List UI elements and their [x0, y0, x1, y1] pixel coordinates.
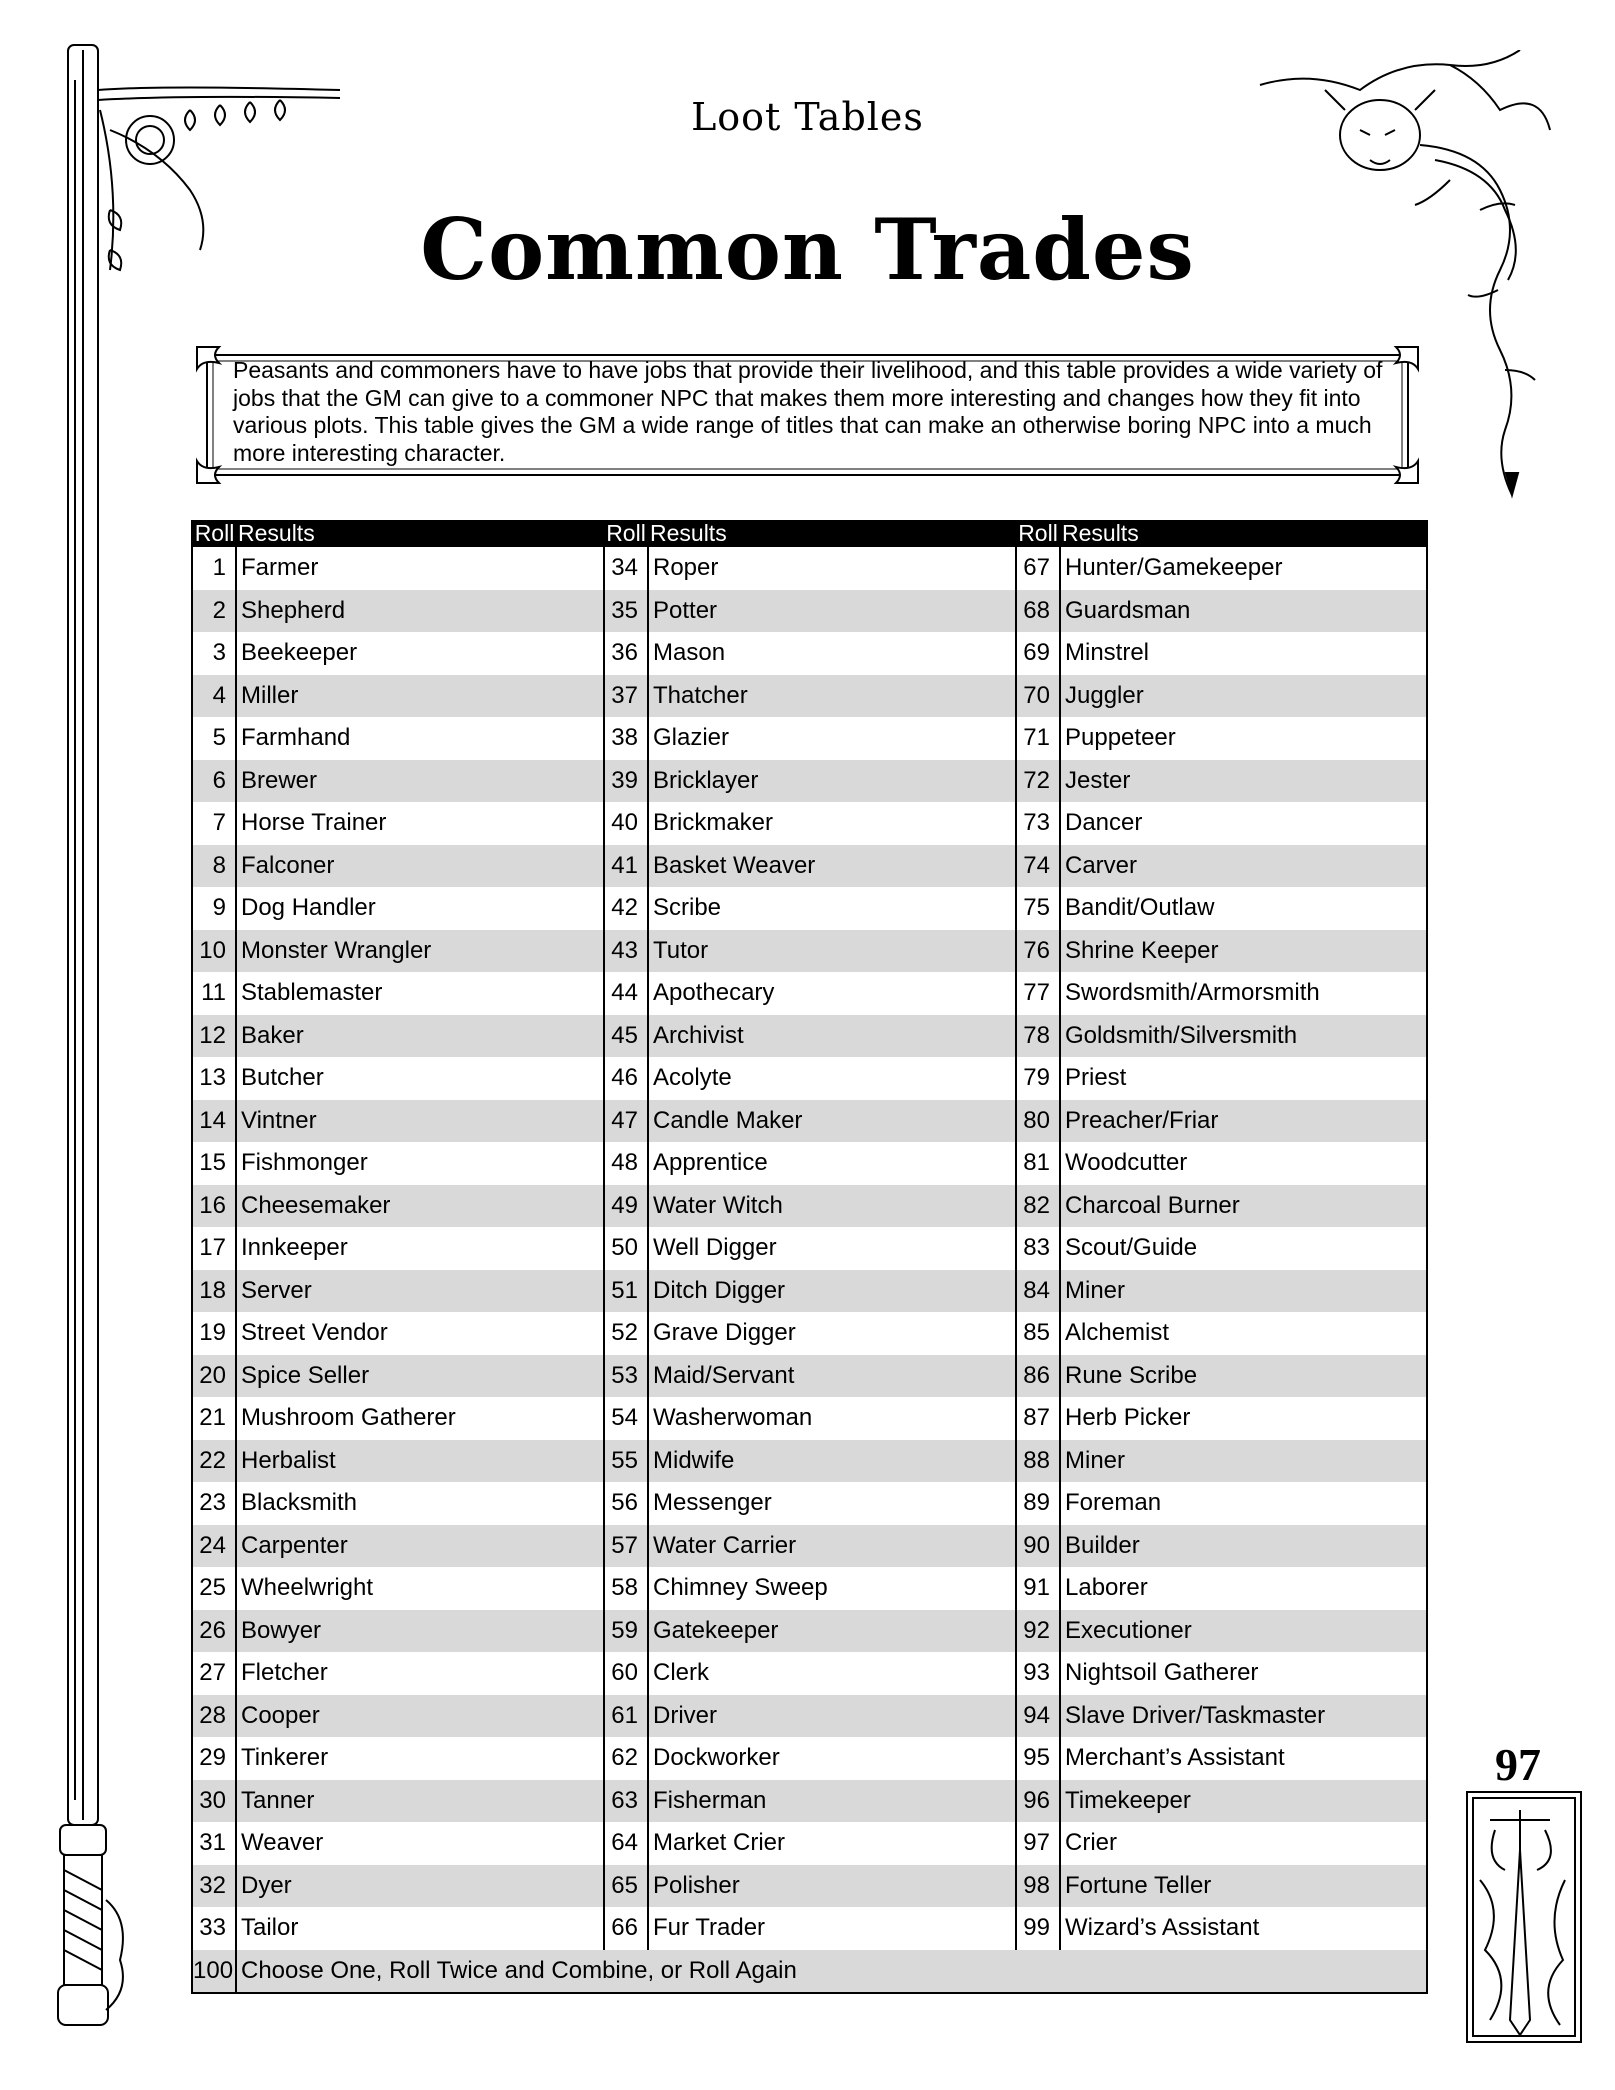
roll-cell: 62: [604, 1737, 648, 1780]
result-cell: Monster Wrangler: [236, 930, 604, 973]
table-row: [192, 1610, 1427, 1653]
result-cell: Water Carrier: [648, 1525, 1016, 1568]
result-cell: Dog Handler: [236, 887, 604, 930]
table-row: [192, 1525, 1427, 1568]
roll-cell: 10: [192, 930, 236, 973]
result-cell: Charcoal Burner: [1060, 1185, 1427, 1228]
roll-cell: 20: [192, 1355, 236, 1398]
results-header: Results: [236, 520, 604, 547]
roll-cell: 68: [1016, 590, 1060, 633]
result-cell: Farmhand: [236, 717, 604, 760]
roll-cell: 47: [604, 1100, 648, 1143]
table-row: [192, 1780, 1427, 1823]
result-cell: Beekeeper: [236, 632, 604, 675]
result-cell: Gatekeeper: [648, 1610, 1016, 1653]
table-row: [192, 1100, 1427, 1143]
roll-cell: 18: [192, 1270, 236, 1313]
table-header-row: [192, 520, 1427, 547]
result-cell: Miner: [1060, 1440, 1427, 1483]
result-cell: Scout/Guide: [1065, 1234, 1198, 1262]
table-row: [192, 972, 1427, 1015]
table-row: [192, 1355, 1427, 1398]
result-cell: Minstrel: [1065, 639, 1150, 667]
roll-cell: 44: [604, 972, 648, 1015]
result-cell: Herbalist: [236, 1440, 604, 1483]
result-cell: Priest: [1065, 1064, 1127, 1092]
roll-cell: 58: [604, 1567, 648, 1610]
result-cell: Candle Maker: [648, 1100, 1016, 1143]
result-cell: Fortune Teller: [1060, 1865, 1427, 1908]
result-cell: Glazier: [648, 717, 1016, 760]
roll-cell: 46: [604, 1057, 648, 1100]
results-header: Results: [1060, 520, 1427, 547]
roll-cell: 11: [192, 972, 236, 1015]
table-row: [192, 675, 1427, 718]
roll-cell: 66: [604, 1907, 648, 1950]
roll-cell: 100: [192, 1950, 236, 1994]
result-cell: Tailor: [236, 1907, 604, 1950]
result-cell: Nightsoil Gatherer: [1065, 1659, 1259, 1687]
result-cell: Wheelwright: [236, 1567, 604, 1610]
roll-cell: 29: [192, 1737, 236, 1780]
roll-cell: 36: [604, 632, 648, 675]
result-cell: Woodcutter: [1065, 1149, 1188, 1177]
result-cell: Carver: [1060, 845, 1427, 888]
result-cell: Bowyer: [236, 1610, 604, 1653]
result-cell: Washerwoman: [648, 1397, 1016, 1440]
roll-cell: 1: [192, 547, 236, 590]
roll-cell: 59: [604, 1610, 648, 1653]
result-cell: Bricklayer: [648, 760, 1016, 803]
table-row: [192, 1652, 1427, 1695]
result-cell: Mason: [648, 632, 1016, 675]
roll-cell: 81: [1016, 1142, 1060, 1185]
table-row: [192, 1440, 1427, 1483]
trades-table: [191, 520, 1428, 1994]
roll-header: Roll: [192, 520, 236, 547]
roll-cell: 74: [1016, 845, 1060, 888]
roll-cell: 78: [1016, 1015, 1060, 1058]
table-row: [192, 1270, 1427, 1313]
roll-cell: 63: [604, 1780, 648, 1823]
roll-cell: 90: [1016, 1525, 1060, 1568]
result-cell: Preacher/Friar: [1060, 1100, 1427, 1143]
roll-cell: 72: [1016, 760, 1060, 803]
result-cell: Vintner: [236, 1100, 604, 1143]
roll-cell: 9: [192, 887, 236, 930]
roll-cell: 34: [604, 547, 648, 590]
roll-cell: 67: [1016, 547, 1060, 590]
roll-cell: 32: [192, 1865, 236, 1908]
roll-cell: 91: [1016, 1567, 1060, 1610]
table-row: [192, 1185, 1427, 1228]
result-cell: Mushroom Gatherer: [236, 1397, 604, 1440]
result-cell: Midwife: [648, 1440, 1016, 1483]
result-cell: Executioner: [1060, 1610, 1427, 1653]
intro-text: Peasants and commoners have to have jobs that provide their livelihood, and this table provides a wide variety of jobs that the GM can give to a commoner NPC that makes them more interesting and changes how they fit into various plots. This table gives the GM a wide range of titles that can make an otherwise boring NPC into a much more interesting character.: [233, 357, 1383, 466]
roll-cell: 4: [192, 675, 236, 718]
result-cell: Driver: [648, 1695, 1016, 1738]
result-cell: Alchemist: [1065, 1319, 1170, 1347]
roll-cell: 15: [192, 1142, 236, 1185]
roll-cell: 24: [192, 1525, 236, 1568]
roll-cell: 39: [604, 760, 648, 803]
table-row: [192, 1822, 1427, 1865]
roll-cell: 83: [1016, 1227, 1060, 1270]
intro-box: [195, 345, 1420, 485]
table-row: [192, 1057, 1427, 1100]
result-cell: Cheesemaker: [236, 1185, 604, 1228]
result-cell: Tanner: [236, 1780, 604, 1823]
roll-cell: 45: [604, 1015, 648, 1058]
result-cell: Grave Digger: [648, 1312, 1016, 1355]
table-row: [192, 1397, 1427, 1440]
table-row: [192, 1312, 1427, 1355]
result-cell: Baker: [236, 1015, 604, 1058]
result-cell: Dyer: [236, 1865, 604, 1908]
result-cell: Ditch Digger: [648, 1270, 1016, 1313]
roll-cell: 65: [604, 1865, 648, 1908]
roll-cell: 17: [192, 1227, 236, 1270]
result-cell: Tutor: [648, 930, 1016, 973]
result-cell: Stablemaster: [236, 972, 604, 1015]
table-row: [192, 1737, 1427, 1780]
result-cell: Dockworker: [648, 1737, 1016, 1780]
result-cell: Fletcher: [236, 1652, 604, 1695]
roll-cell: 60: [604, 1652, 648, 1695]
roll-cell: 96: [1016, 1780, 1060, 1823]
roll-cell: 43: [604, 930, 648, 973]
result-cell: Carpenter: [236, 1525, 604, 1568]
table-row: [192, 1227, 1427, 1270]
roll-cell: 61: [604, 1695, 648, 1738]
roll-cell: 19: [192, 1312, 236, 1355]
roll-cell: 54: [604, 1397, 648, 1440]
result-cell: Cooper: [236, 1695, 604, 1738]
table-row: [192, 547, 1427, 590]
roll-cell: 8: [192, 845, 236, 888]
result-cell: Blacksmith: [236, 1482, 604, 1525]
roll-cell: 95: [1016, 1737, 1060, 1780]
result-cell: Miner: [1060, 1270, 1427, 1313]
result-cell: Maid/Servant: [648, 1355, 1016, 1398]
roll-cell: 92: [1016, 1610, 1060, 1653]
result-cell: Apothecary: [648, 972, 1016, 1015]
table-row: [192, 1142, 1427, 1185]
result-cell: Hunter/Gamekeeper: [1065, 554, 1283, 582]
roll-cell: 82: [1016, 1185, 1060, 1228]
result-cell: Fishmonger: [236, 1142, 604, 1185]
roll-cell: 30: [192, 1780, 236, 1823]
table-row: [192, 1567, 1427, 1610]
table-row: [192, 1907, 1427, 1950]
roll-cell: 71: [1016, 717, 1060, 760]
roll-cell: 64: [604, 1822, 648, 1865]
roll-cell: 3: [192, 632, 236, 675]
section-title: Loot Tables: [691, 95, 924, 139]
roll-cell: 7: [192, 802, 236, 845]
result-cell: Juggler: [1060, 675, 1427, 718]
roll-cell: 35: [604, 590, 648, 633]
roll-cell: 16: [192, 1185, 236, 1228]
result-cell: Water Witch: [648, 1185, 1016, 1228]
result-cell: Archivist: [648, 1015, 1016, 1058]
result-cell: Jester: [1060, 760, 1427, 803]
result-cell: Shepherd: [236, 590, 604, 633]
result-cell: Brewer: [236, 760, 604, 803]
roll-cell: 13: [192, 1057, 236, 1100]
roll-cell: 22: [192, 1440, 236, 1483]
roll-cell: 87: [1016, 1397, 1060, 1440]
roll-cell: 23: [192, 1482, 236, 1525]
result-cell: Fur Trader: [648, 1907, 1016, 1950]
result-cell: Brickmaker: [648, 802, 1016, 845]
roll-cell: 93: [1016, 1652, 1060, 1695]
roll-cell: 28: [192, 1695, 236, 1738]
result-cell: Fisherman: [648, 1780, 1016, 1823]
roll-cell: 77: [1016, 972, 1060, 1015]
final-row: [192, 1950, 1427, 1994]
roll-cell: 25: [192, 1567, 236, 1610]
result-cell: Falconer: [236, 845, 604, 888]
roll-cell: 69: [1016, 632, 1060, 675]
table-row: [192, 590, 1427, 633]
result-cell: Horse Trainer: [236, 802, 604, 845]
roll-cell: 12: [192, 1015, 236, 1058]
roll-cell: 26: [192, 1610, 236, 1653]
roll-cell: 6: [192, 760, 236, 803]
result-cell: Wizard’s Assistant: [1065, 1914, 1260, 1942]
result-cell: Thatcher: [648, 675, 1016, 718]
result-cell: Basket Weaver: [648, 845, 1016, 888]
result-cell: Roper: [648, 547, 1016, 590]
trades-body: [192, 547, 1427, 1993]
result-cell: Farmer: [236, 547, 604, 590]
roll-cell: 31: [192, 1822, 236, 1865]
result-cell: Chimney Sweep: [648, 1567, 1016, 1610]
roll-cell: 48: [604, 1142, 648, 1185]
roll-cell: 86: [1016, 1355, 1060, 1398]
result-cell: Scribe: [648, 887, 1016, 930]
result-cell: Butcher: [236, 1057, 604, 1100]
result-cell: Laborer: [1065, 1574, 1148, 1602]
roll-cell: 14: [192, 1100, 236, 1143]
roll-cell: 94: [1016, 1695, 1060, 1738]
result-cell: Server: [236, 1270, 604, 1313]
roll-cell: 80: [1016, 1100, 1060, 1143]
sword-ornament: [1465, 1790, 1585, 2045]
roll-cell: 33: [192, 1907, 236, 1950]
roll-cell: 53: [604, 1355, 648, 1398]
table-row: [192, 802, 1427, 845]
result-cell: Market Crier: [648, 1822, 1016, 1865]
result-cell: Goldsmith/Silversmith: [1060, 1015, 1427, 1058]
result-cell: Dancer: [1065, 809, 1143, 837]
page-number: 97: [1495, 1739, 1541, 1790]
roll-cell: 55: [604, 1440, 648, 1483]
roll-cell: 51: [604, 1270, 648, 1313]
result-cell: Weaver: [236, 1822, 604, 1865]
result-cell: Tinkerer: [236, 1737, 604, 1780]
table-row: [192, 930, 1427, 973]
table-row: [192, 1015, 1427, 1058]
roll-cell: 70: [1016, 675, 1060, 718]
roll-cell: 41: [604, 845, 648, 888]
result-cell: Clerk: [648, 1652, 1016, 1695]
roll-cell: 85: [1016, 1312, 1060, 1355]
result-cell: Polisher: [648, 1865, 1016, 1908]
roll-cell: 75: [1016, 887, 1060, 930]
table-row: [192, 1865, 1427, 1908]
roll-cell: 21: [192, 1397, 236, 1440]
result-cell: Street Vendor: [236, 1312, 604, 1355]
roll-cell: 57: [604, 1525, 648, 1568]
roll-cell: 97: [1016, 1822, 1060, 1865]
table-row: [192, 1482, 1427, 1525]
result-cell: Bandit/Outlaw: [1065, 894, 1215, 922]
table-row: [192, 845, 1427, 888]
roll-cell: 42: [604, 887, 648, 930]
result-cell: Potter: [648, 590, 1016, 633]
roll-cell: 37: [604, 675, 648, 718]
roll-cell: 2: [192, 590, 236, 633]
result-cell: Spice Seller: [236, 1355, 604, 1398]
result-cell: Well Digger: [648, 1227, 1016, 1270]
result-cell: Acolyte: [648, 1057, 1016, 1100]
result-cell: Herb Picker: [1065, 1404, 1191, 1432]
roll-cell: 40: [604, 802, 648, 845]
roll-cell: 52: [604, 1312, 648, 1355]
result-cell: Puppeteer: [1065, 724, 1176, 752]
roll-cell: 88: [1016, 1440, 1060, 1483]
result-cell: Timekeeper: [1060, 1780, 1427, 1823]
result-cell: Foreman: [1065, 1489, 1162, 1517]
result-cell: Slave Driver/Taskmaster: [1060, 1695, 1427, 1738]
results-header: Results: [648, 520, 1016, 547]
page-title: Common Trades: [420, 200, 1195, 299]
table-row: [192, 887, 1427, 930]
result-cell: Swordsmith/Armorsmith: [1065, 979, 1320, 1007]
result-cell: Rune Scribe: [1060, 1355, 1427, 1398]
roll-cell: 76: [1016, 930, 1060, 973]
roll-cell: 99: [1016, 1907, 1060, 1950]
result-cell: Shrine Keeper: [1060, 930, 1427, 973]
result-cell: Apprentice: [648, 1142, 1016, 1185]
table-row: [192, 1695, 1427, 1738]
roll-header: Roll: [1016, 520, 1060, 547]
roll-cell: 56: [604, 1482, 648, 1525]
roll-cell: 89: [1016, 1482, 1060, 1525]
result-cell: Crier: [1065, 1829, 1117, 1857]
roll-cell: 50: [604, 1227, 648, 1270]
result-cell: Builder: [1060, 1525, 1427, 1568]
roll-cell: 98: [1016, 1865, 1060, 1908]
roll-cell: 27: [192, 1652, 236, 1695]
result-cell: Merchant’s Assistant: [1065, 1744, 1285, 1772]
table-row: [192, 760, 1427, 803]
roll-cell: 79: [1016, 1057, 1060, 1100]
roll-cell: 84: [1016, 1270, 1060, 1313]
result-cell: Messenger: [648, 1482, 1016, 1525]
result-cell: Guardsman: [1060, 590, 1427, 633]
result-cell: Choose One, Roll Twice and Combine, or Roll Again: [236, 1950, 1427, 1994]
result-cell: Innkeeper: [236, 1227, 604, 1270]
roll-header: Roll: [604, 520, 648, 547]
roll-cell: 38: [604, 717, 648, 760]
table-row: [192, 632, 1427, 675]
roll-cell: 73: [1016, 802, 1060, 845]
roll-cell: 5: [192, 717, 236, 760]
table-row: [192, 717, 1427, 760]
roll-cell: 49: [604, 1185, 648, 1228]
result-cell: Miller: [236, 675, 604, 718]
